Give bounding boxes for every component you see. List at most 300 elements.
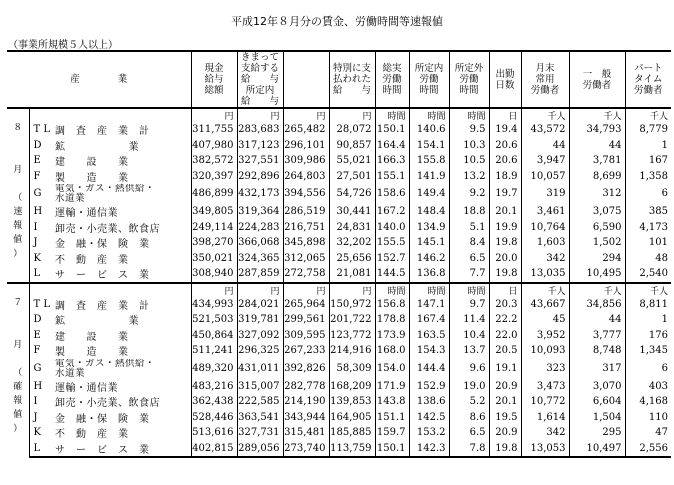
value-cell: 155.8: [409, 153, 449, 169]
industry-code: D: [33, 314, 42, 326]
table-row: [7, 138, 671, 154]
unit-cell: 円: [191, 108, 237, 122]
industry-name: 卸売・小売業、飲食店: [53, 394, 191, 410]
industry-name: 調 査 産 業 計: [53, 297, 191, 313]
value-cell: 167.2: [375, 204, 409, 220]
value-cell: 312: [569, 184, 625, 204]
month-value: ７: [13, 297, 23, 308]
value-cell: 315,481: [283, 425, 329, 441]
value-cell: 8.4: [449, 235, 489, 251]
table-row: [7, 235, 671, 251]
value-cell: 308,940: [191, 266, 237, 283]
unit-cell: 円: [283, 108, 329, 122]
value-cell: 486,899: [191, 184, 237, 204]
value-cell: 214,190: [283, 394, 329, 410]
value-cell: 382,572: [191, 153, 237, 169]
industry-code: T L: [33, 298, 50, 310]
value-cell: 44: [569, 138, 625, 154]
unit-cell: 時間: [375, 108, 409, 122]
value-cell: 2,556: [625, 441, 671, 458]
industry-name: 運輸・通信業: [53, 204, 191, 220]
industry-name: 調 査 産 業 計: [53, 122, 191, 138]
industry-code: L: [29, 441, 53, 458]
value-cell: 6.5: [449, 251, 489, 267]
value-cell: 9.5: [449, 122, 489, 138]
value-cell: 319,781: [237, 312, 283, 328]
header-parttime: パート タイム 労働者: [625, 51, 671, 108]
industry-code: J: [33, 237, 38, 249]
value-cell: 265,482: [283, 122, 329, 138]
value-cell: 8,811: [639, 298, 668, 310]
value-cell: 140.0: [375, 220, 409, 236]
value-cell: 282,778: [283, 379, 329, 395]
value-cell: 22.2: [489, 312, 521, 328]
industry-name: 金 融・保 険 業: [53, 410, 191, 426]
value-cell: 6: [661, 188, 668, 199]
value-cell: 138.6: [409, 394, 449, 410]
industry-code: K: [33, 427, 41, 439]
value-cell: 6.5: [449, 425, 489, 441]
value-cell: 21,081: [329, 266, 375, 283]
industry-code: E: [33, 155, 41, 167]
value-cell: 34,793: [569, 122, 625, 138]
value-cell: 10,764: [521, 220, 569, 236]
header-days: 出勤 日数: [489, 51, 521, 108]
value-cell: 1,504: [569, 410, 625, 426]
value-cell: 216,751: [283, 220, 329, 236]
value-cell: 20.5: [489, 343, 521, 359]
industry-code: F: [33, 170, 41, 182]
value-cell: 154.1: [409, 138, 449, 154]
value-cell: 13,035: [521, 266, 569, 283]
value-cell: 43,572: [521, 122, 569, 138]
table-row: [7, 297, 671, 313]
header-overtime-hours: 所定外 労働 時間: [449, 51, 489, 108]
value-cell: 342: [521, 425, 569, 441]
value-cell: 44: [569, 312, 625, 328]
value-cell: 9.7: [449, 297, 489, 313]
value-cell: 148.4: [409, 204, 449, 220]
value-cell: 13.2: [449, 169, 489, 185]
value-cell: 521,503: [191, 312, 237, 328]
value-cell: 513,616: [191, 425, 237, 441]
value-cell: 8,779: [639, 124, 668, 136]
value-cell: 19.0: [449, 379, 489, 395]
header-scheduled-hours: 所定内 労働 時間: [409, 51, 449, 108]
value-cell: 19.8: [489, 441, 521, 458]
month-value: ８: [13, 123, 23, 133]
industry-name: サ ー ビ ス 業: [53, 441, 191, 458]
value-cell: 173.9: [375, 328, 409, 344]
unit-cell: 円: [237, 108, 283, 122]
unit-cell: 日: [489, 108, 521, 122]
table-row: [7, 122, 671, 138]
value-cell: 315,007: [237, 379, 283, 395]
unit-blank: [29, 283, 191, 297]
unit-cell: 時間: [449, 108, 489, 122]
value-cell: 10,093: [521, 343, 569, 359]
value-cell: 3,473: [521, 379, 569, 395]
value-cell: 319: [521, 184, 569, 204]
value-cell: 394,556: [283, 184, 329, 204]
value-cell: 153.2: [409, 425, 449, 441]
table-row: [7, 425, 671, 441]
value-cell: 11.4: [449, 312, 489, 328]
value-cell: 284,021: [237, 297, 283, 313]
table-row: [7, 184, 671, 204]
value-cell: 3,777: [569, 328, 625, 344]
value-cell: 3,952: [521, 328, 569, 344]
value-cell: 7.8: [449, 441, 489, 458]
industry-name: 運輸・通信業: [53, 379, 191, 395]
value-cell: 136.8: [409, 266, 449, 283]
table-row: [7, 328, 671, 344]
value-cell: 5.1: [449, 220, 489, 236]
value-cell: 20.0: [489, 251, 521, 267]
value-cell: 434,993: [191, 297, 237, 313]
industry-code: J: [33, 411, 38, 423]
industry-code: G: [33, 362, 42, 374]
value-cell: 366,068: [237, 235, 283, 251]
value-cell: 1,345: [639, 345, 668, 357]
value-cell: 168.0: [375, 343, 409, 359]
value-cell: 392,826: [283, 359, 329, 379]
value-cell: 20.6: [489, 138, 521, 154]
value-cell: 156.8: [375, 297, 409, 313]
industry-name: 卸売・小売業、飲食店: [53, 220, 191, 236]
value-cell: 9.2: [449, 184, 489, 204]
value-cell: 10.3: [449, 138, 489, 154]
value-cell: 10,495: [569, 266, 625, 283]
unit-cell: 円: [191, 283, 237, 297]
value-cell: 483,216: [191, 379, 237, 395]
value-cell: 3,781: [569, 153, 625, 169]
value-cell: 22.0: [489, 328, 521, 344]
value-cell: 139,853: [329, 394, 375, 410]
value-cell: 110: [648, 411, 668, 423]
value-cell: 150.1: [375, 441, 409, 458]
value-cell: 317: [569, 359, 625, 379]
value-cell: 292,896: [237, 169, 283, 185]
value-cell: 19.7: [489, 184, 521, 204]
unit-cell: 円: [329, 283, 375, 297]
value-cell: 1,614: [521, 410, 569, 426]
industry-name: 製 造 業: [53, 169, 191, 185]
unit-cell: 円: [283, 283, 329, 297]
industry-code: H: [33, 380, 43, 392]
value-cell: 19.4: [489, 122, 521, 138]
value-cell: 154.3: [409, 343, 449, 359]
value-cell: 164.4: [375, 138, 409, 154]
value-cell: 320,397: [191, 169, 237, 185]
industry-name: 電気・ガス・熱供給・ 水道業: [53, 184, 191, 204]
value-cell: 222,585: [237, 394, 283, 410]
value-cell: 150.1: [375, 122, 409, 138]
value-cell: 58,309: [329, 359, 375, 379]
value-cell: 349,805: [191, 204, 237, 220]
value-cell: 176: [648, 329, 668, 341]
value-cell: 10.5: [449, 153, 489, 169]
value-cell: 163.5: [409, 328, 449, 344]
value-cell: 450,864: [191, 328, 237, 344]
value-cell: 146.2: [409, 251, 449, 267]
industry-code: I: [33, 221, 38, 233]
value-cell: 201,722: [329, 312, 375, 328]
table-row: [7, 153, 671, 169]
value-cell: 324,365: [237, 251, 283, 267]
value-cell: 24,831: [329, 220, 375, 236]
header-special-col: [283, 51, 329, 108]
value-cell: 295: [569, 425, 625, 441]
industry-name: サ ー ビ ス 業: [53, 266, 191, 283]
table-row: [7, 312, 671, 328]
value-cell: 147.1: [409, 297, 449, 313]
value-cell: 19.9: [489, 220, 521, 236]
table-row: [7, 394, 671, 410]
value-cell: 267,233: [283, 343, 329, 359]
value-cell: 20.1: [489, 204, 521, 220]
value-cell: 362,438: [191, 394, 237, 410]
value-cell: 224,283: [237, 220, 283, 236]
value-cell: 101: [648, 237, 668, 249]
value-cell: 10.4: [449, 328, 489, 344]
unit-blank: [29, 108, 191, 122]
unit-cell: 時間: [409, 283, 449, 297]
value-cell: 299,561: [283, 312, 329, 328]
value-cell: 144.5: [375, 266, 409, 283]
value-cell: 152.9: [409, 379, 449, 395]
value-cell: 19.1: [489, 359, 521, 379]
value-cell: 309,986: [283, 153, 329, 169]
value-cell: 20.3: [489, 297, 521, 313]
value-cell: 249,114: [191, 220, 237, 236]
value-cell: 312,065: [283, 251, 329, 267]
month-label: ７ 月 （ 確 報 値 ）: [7, 283, 29, 458]
value-cell: 385: [648, 206, 668, 218]
value-cell: 294: [569, 251, 625, 267]
value-cell: 363,541: [237, 410, 283, 426]
industry-code: F: [33, 345, 41, 357]
unit-cell: 千人: [521, 108, 569, 122]
value-cell: 32,202: [329, 235, 375, 251]
value-cell: 296,101: [283, 138, 329, 154]
header-regular: きまって 支給する 給 与: [237, 51, 283, 85]
value-cell: 20.9: [489, 379, 521, 395]
table-row: [7, 204, 671, 220]
value-cell: 309,595: [283, 328, 329, 344]
value-cell: 113,759: [329, 441, 375, 458]
value-cell: 287,859: [237, 266, 283, 283]
header-scheduled: 所定内 給 与: [237, 85, 283, 108]
value-cell: 54,726: [329, 184, 375, 204]
value-cell: 55,021: [329, 153, 375, 169]
value-cell: 167.4: [409, 312, 449, 328]
industry-code: D: [33, 139, 42, 151]
unit-cell: 円: [237, 283, 283, 297]
value-cell: 342: [521, 251, 569, 267]
table-row: [7, 266, 671, 283]
value-cell: 350,021: [191, 251, 237, 267]
table-row: [7, 359, 671, 379]
unit-cell: 千人: [625, 283, 671, 297]
page-title: 平成12年８月分の賃金、労働時間等速報値: [231, 15, 443, 28]
value-cell: 327,731: [237, 425, 283, 441]
value-cell: 2,540: [639, 268, 668, 280]
value-cell: 166.3: [375, 153, 409, 169]
value-cell: 25,656: [329, 251, 375, 267]
value-cell: 1: [661, 139, 668, 151]
value-cell: 164,905: [329, 410, 375, 426]
value-cell: 123,772: [329, 328, 375, 344]
industry-name: 鉱 業: [53, 138, 191, 154]
value-cell: 19.5: [489, 410, 521, 426]
industry-code: L: [33, 268, 41, 280]
table-row: [7, 441, 671, 458]
unit-cell: 千人: [569, 108, 625, 122]
value-cell: 155.5: [375, 235, 409, 251]
header-industry: 産 業: [7, 51, 191, 108]
value-cell: 5.2: [449, 394, 489, 410]
value-cell: 134.9: [409, 220, 449, 236]
value-cell: 317,123: [237, 138, 283, 154]
value-cell: 398,270: [191, 235, 237, 251]
industry-code: I: [33, 396, 38, 408]
value-cell: 18.8: [449, 204, 489, 220]
unit-cell: 時間: [449, 283, 489, 297]
value-cell: 4,173: [639, 221, 668, 233]
industry-name: 不 動 産 業: [53, 425, 191, 441]
value-cell: 19.8: [489, 235, 521, 251]
value-cell: 327,092: [237, 328, 283, 344]
value-cell: 47: [655, 427, 668, 439]
value-cell: 343,944: [283, 410, 329, 426]
value-cell: 30,441: [329, 204, 375, 220]
value-cell: 43,667: [521, 297, 569, 313]
table-row: [7, 169, 671, 185]
value-cell: 20.9: [489, 425, 521, 441]
value-cell: 20.6: [489, 153, 521, 169]
value-cell: 142.5: [409, 410, 449, 426]
value-cell: 151.1: [375, 410, 409, 426]
value-cell: 45: [521, 312, 569, 328]
value-cell: 159.7: [375, 425, 409, 441]
value-cell: 327,551: [237, 153, 283, 169]
value-cell: 345,898: [283, 235, 329, 251]
unit-cell: 時間: [375, 283, 409, 297]
value-cell: 18.9: [489, 169, 521, 185]
table-row: [7, 220, 671, 236]
table-row: [7, 251, 671, 267]
value-cell: 140.6: [409, 122, 449, 138]
value-cell: 142.3: [409, 441, 449, 458]
table-row: [7, 343, 671, 359]
industry-name: 建 設 業: [53, 328, 191, 344]
month-label: ８ 月 （ 速 報 値 ）: [7, 108, 29, 283]
value-cell: 528,446: [191, 410, 237, 426]
value-cell: 10,497: [569, 441, 625, 458]
value-cell: 3,947: [521, 153, 569, 169]
industry-name: 建 設 業: [53, 153, 191, 169]
value-cell: 272,758: [283, 266, 329, 283]
value-cell: 149.4: [409, 184, 449, 204]
value-cell: 8,748: [569, 343, 625, 359]
industry-code: T L: [33, 124, 50, 136]
unit-row: [7, 283, 671, 297]
value-cell: 214,916: [329, 343, 375, 359]
value-cell: 167: [648, 155, 668, 167]
value-cell: 311,755: [191, 122, 237, 138]
value-cell: 141.9: [409, 169, 449, 185]
value-cell: 13,053: [521, 441, 569, 458]
value-cell: 1,603: [521, 235, 569, 251]
value-cell: 432,173: [237, 184, 283, 204]
value-cell: 178.8: [375, 312, 409, 328]
value-cell: 19.8: [489, 266, 521, 283]
value-cell: 1,358: [639, 170, 668, 182]
unit-cell: 円: [329, 108, 375, 122]
value-cell: 286,519: [283, 204, 329, 220]
value-cell: 152.7: [375, 251, 409, 267]
header-employees: 月末 常用 労働者: [521, 51, 569, 108]
value-cell: 323: [521, 359, 569, 379]
value-cell: 168,209: [329, 379, 375, 395]
unit-cell: 時間: [409, 108, 449, 122]
value-cell: 264,803: [283, 169, 329, 185]
value-cell: 431,011: [237, 359, 283, 379]
value-cell: 489,320: [191, 359, 237, 379]
unit-cell: 千人: [625, 108, 671, 122]
header-total-cash: 現金 給与 総額: [191, 51, 237, 108]
industry-name: 不 動 産 業: [53, 251, 191, 267]
value-cell: 407,980: [191, 138, 237, 154]
value-cell: 155.1: [375, 169, 409, 185]
header-special: 特別に支 払われた 給 与: [329, 51, 375, 108]
value-cell: 283,683: [237, 122, 283, 138]
value-cell: 171.9: [375, 379, 409, 395]
value-cell: 20.1: [489, 394, 521, 410]
value-cell: 145.1: [409, 235, 449, 251]
value-cell: 34,856: [569, 297, 625, 313]
table-row: [7, 379, 671, 395]
unit-cell: 日: [489, 283, 521, 297]
value-cell: 44: [521, 138, 569, 154]
value-cell: 144.4: [409, 359, 449, 379]
table-row: [7, 410, 671, 426]
unit-cell: 千人: [521, 283, 569, 297]
value-cell: 158.6: [375, 184, 409, 204]
industry-name: 鉱 業: [53, 312, 191, 328]
value-cell: 265,964: [283, 297, 329, 313]
value-cell: 6,590: [569, 220, 625, 236]
value-cell: 185,885: [329, 425, 375, 441]
value-cell: 8,699: [569, 169, 625, 185]
industry-code: E: [33, 329, 41, 341]
value-cell: 150,972: [329, 297, 375, 313]
unit-cell: 千人: [569, 283, 625, 297]
header-total-hours: 総実 労働 時間: [375, 51, 409, 108]
industry-name: 電気・ガス・熱供給・ 水道業: [53, 359, 191, 379]
value-cell: 319,364: [237, 204, 283, 220]
industry-code: H: [33, 206, 43, 218]
value-cell: 1,502: [569, 235, 625, 251]
value-cell: 10,772: [521, 394, 569, 410]
value-cell: 143.8: [375, 394, 409, 410]
value-cell: 154.0: [375, 359, 409, 379]
value-cell: 10,057: [521, 169, 569, 185]
value-cell: 3,461: [521, 204, 569, 220]
value-cell: 4,168: [639, 396, 668, 408]
value-cell: 27,501: [329, 169, 375, 185]
